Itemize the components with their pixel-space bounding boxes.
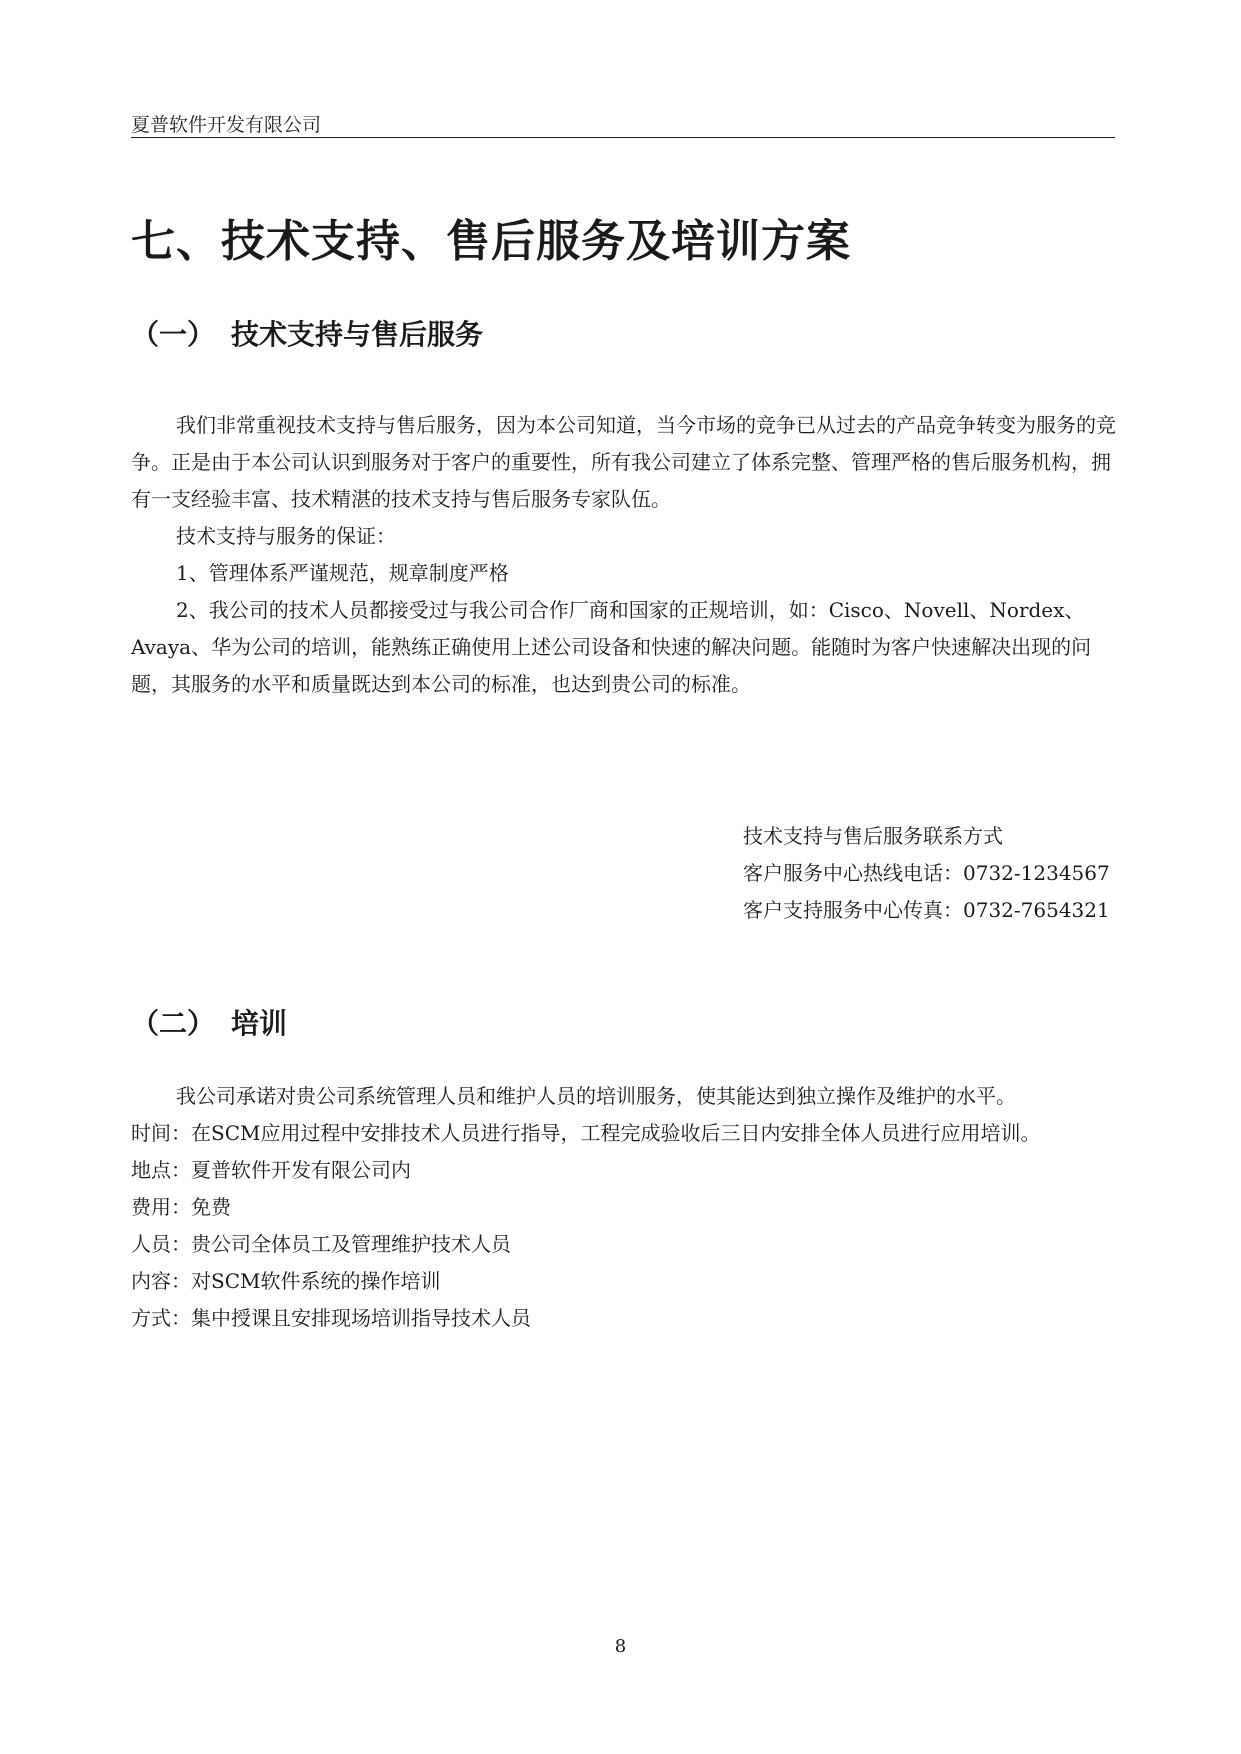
header-divider [131, 137, 1115, 138]
paragraph: 技术支持与服务的保证： [176, 524, 396, 548]
section-1-title: 技术支持与售后服务 [231, 318, 484, 351]
contact-hotline: 客户服务中心热线电话：0732-1234567 [743, 861, 1110, 885]
page-header-company: 夏普软件开发有限公司 [131, 114, 322, 136]
section-2-title: 培训 [231, 1007, 288, 1040]
page-title: 七、技术支持、售后服务及培训方案 [131, 216, 851, 267]
section-1-heading [131, 313, 483, 353]
paragraph: 1、管理体系严谨规范，规章制度严格 [176, 561, 509, 585]
contact-block [743, 818, 1110, 929]
section-1-body [131, 407, 1121, 703]
training-item: 费用：免费 [131, 1195, 231, 1219]
training-intro: 我公司承诺对贵公司系统管理人员和维护人员的培训服务，使其能达到独立操作及维护的水平。 [176, 1084, 1016, 1108]
training-item: 地点：夏普软件开发有限公司内 [131, 1158, 411, 1182]
training-item: 人员：贵公司全体员工及管理维护技术人员 [131, 1232, 511, 1256]
section-1-number: （一） [131, 318, 216, 351]
section-2-number: （二） [131, 1007, 216, 1040]
page-number: 8 [614, 1636, 627, 1657]
section-2-heading [131, 1002, 287, 1042]
training-item: 时间：在SCM应用过程中安排技术人员进行指导，工程完成验收后三日内安排全体人员进行应用培训。 [131, 1121, 1041, 1145]
contact-fax: 客户支持服务中心传真：0732-7654321 [743, 898, 1110, 922]
contact-heading: 技术支持与售后服务联系方式 [743, 824, 1003, 848]
paragraph: 2、我公司的技术人员都接受过与我公司合作厂商和国家的正规培训，如：Cisco、Novell、Nordex、Avaya、华为公司的培训，能熟练正确使用上述公司设备和快速的解决问题。能随时为客户快速解决出现的问题，其服务的水平和质量既达到本公司的标准，也达到贵公司的标准。 [131, 598, 1092, 696]
training-item: 内容：对SCM软件系统的操作培训 [131, 1269, 441, 1293]
section-2-body [131, 1078, 1121, 1337]
training-item: 方式：集中授课且安排现场培训指导技术人员 [131, 1306, 531, 1330]
paragraph: 我们非常重视技术支持与售后服务，因为本公司知道，当今市场的竞争已从过去的产品竞争转变为服务的竞争。正是由于本公司认识到服务对于客户的重要性，所有我公司建立了体系完整、管理严格的售后服务机构，拥有一支经验丰富、技术精湛的技术支持与售后服务专家队伍。 [131, 413, 1116, 511]
